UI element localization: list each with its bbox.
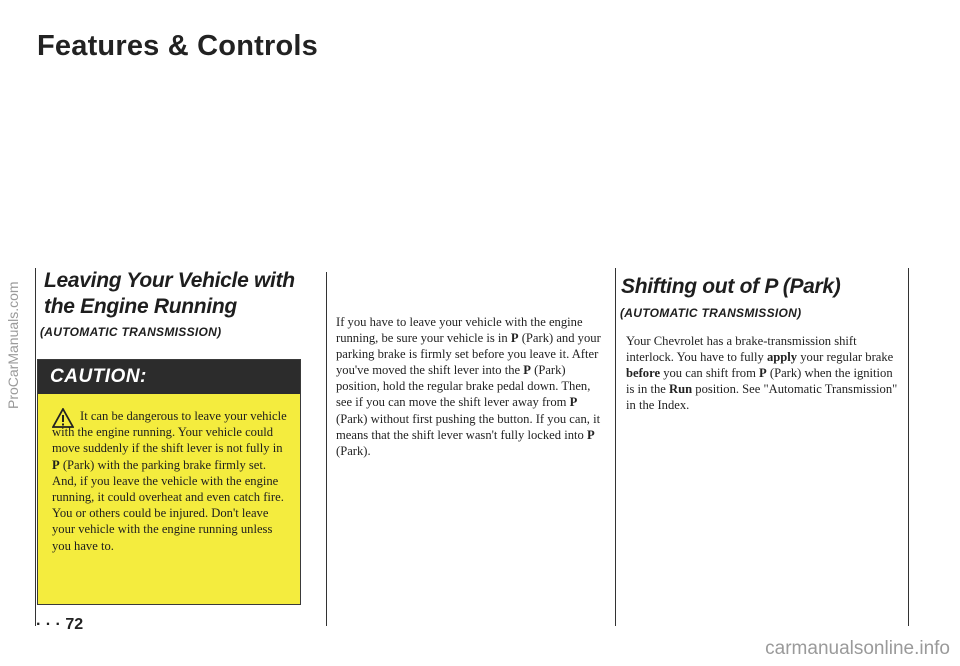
right-body-text: Your Chevrolet has a brake-transmission shift interlock. You have to fully apply your regular brake before you can shift from P (Park) when the ignition is in the Run position. See "Automatic Transmission" in the Index. (626, 334, 898, 413)
middle-body-text: If you have to leave your vehicle with the engine running, be sure your vehicle is in P (Park) and your parking brake is firmly set before you leave it. After you've moved the shift lever into the P (Park) position, hold the regular brake pedal down. Then, see if you can move the shift lever away from P (Park) without first pushing the button. If you can, it means that the shift lever wasn't fully locked into P (Park). (336, 315, 601, 458)
footer-watermark: carmanualsonline.info (765, 638, 950, 659)
page-number-value: 72 (65, 616, 84, 633)
column-rule-left (35, 268, 36, 626)
page-header-title: Features & Controls (37, 30, 318, 62)
page-number (36, 616, 83, 634)
caution-label: CAUTION: (50, 366, 147, 387)
column-rule-middle (326, 272, 327, 626)
caution-header-bar (38, 360, 300, 394)
section-title-shifting-out-of-park: Shifting out of P (Park) (621, 275, 841, 298)
column-rule-right (908, 268, 909, 626)
section-subtitle-automatic-right: (AUTOMATIC TRANSMISSION) (620, 306, 802, 320)
caution-text: It can be dangerous to leave your vehicle with the engine running. Your vehicle could move suddenly if the shift lever is not fully in P (Park) with the parking brake firmly set. And, if you leave the vehicle with the engine running, it could overheat and even catch fire. You or others could be injured. Don't leave your vehicle with the engine running unless you have to. (52, 409, 287, 553)
section-title-leaving-vehicle: Leaving Your Vehicle with the Engine Running (44, 269, 295, 318)
column-rule-center (615, 268, 616, 626)
page-number-dots: · · · (36, 616, 66, 633)
caution-box (37, 359, 301, 605)
section-subtitle-automatic-left: (AUTOMATIC TRANSMISSION) (40, 325, 222, 339)
side-watermark: ProCarManuals.com (5, 281, 21, 409)
